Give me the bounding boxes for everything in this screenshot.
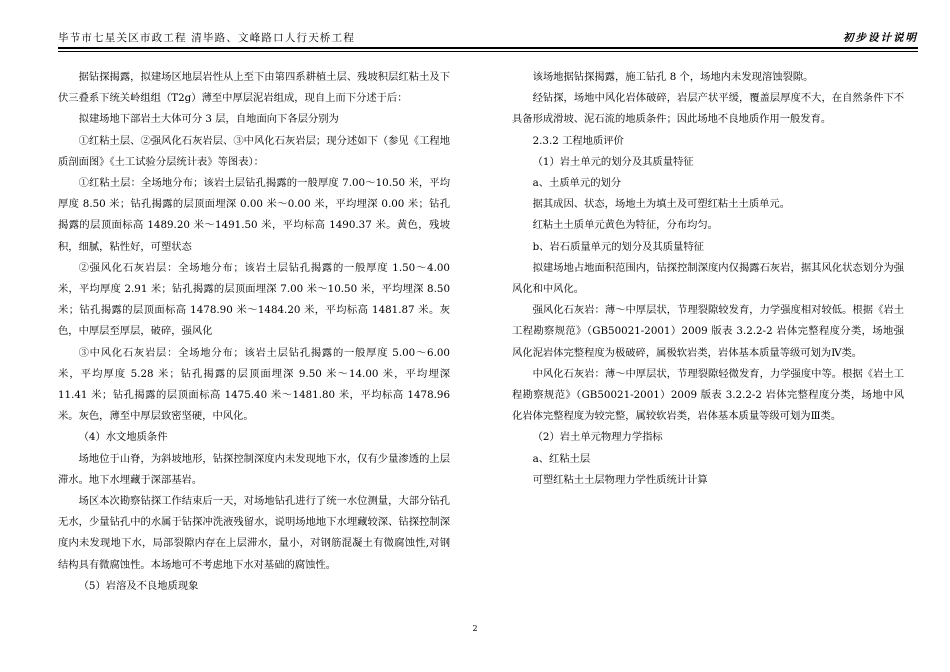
right-column (512, 67, 904, 491)
paragraph: ①红粘土层：全场地分布；该岩土层钻孔揭露的一般厚度 7.00～10.50 米，平均厚度 8.50 米；钻孔揭露的层顶面埋深 0.00 米～0.00 米，平均埋深 0.00 米；钻孔揭露的层顶面标高 1489.20 米～1491.50 米，平均标高 1490.37 米。黄色，残坡积，细腻，粘性好，可塑状态 (58, 177, 450, 253)
paragraph: 据其成因、状态，场地土为填土及可塑红粘土土质单元。 (532, 198, 791, 211)
paragraph: 拟建场地占地面积范围内，钻探控制深度内仅揭露石灰岩，据其风化状态划分为强风化和中风化。 (512, 261, 904, 296)
paragraph: ②强风化石灰岩层：全场地分布；该岩土层钻孔揭露的一般厚度 1.50～4.00 米，平均厚度 2.91 米；钻孔揭露的层顶面埋深 7.00 米～10.50 米，平均埋深 8.50 米；钻孔揭露的层顶面标高 1478.90 米～1484.20 米，平均标高 1481.87 米。灰色，中厚层至厚层，破碎，强风化 (58, 261, 450, 338)
header-doc-type: 初步设计说明 (843, 32, 918, 44)
paragraph: 红粘土土质单元黄色为特征，分布均匀。 (532, 219, 718, 232)
section-heading: b、岩石质量单元的划分及其质量特征 (532, 240, 704, 253)
section-heading: （4）水文地质条件 (78, 431, 168, 444)
page-number: 2 (472, 624, 478, 633)
paragraph: 场区本次勘察钻探工作结束后一天，对场地钻孔进行了统一水位测量，大部分钻孔无水，少量钻孔中的水属于钻探冲洗液残留水，说明场地地下水埋藏较深、钻探控制深度内未发现地下水，局部裂隙内存在上层滞水，量小，对钢筋混凝土有微腐蚀性,对钢结构具有微腐蚀性。本场地可不考虑地下水对基础的腐蚀性。 (58, 495, 450, 571)
section-heading: 2.3.2 工程地质评价 (532, 134, 624, 147)
page-header (58, 30, 918, 46)
paragraph: 该场地据钻探揭露，施工钻孔 8 个，场地内未发现溶蚀裂隙。 (532, 71, 814, 83)
header-title: 毕节市七星关区市政工程 清毕路、文峰路口人行天桥工程 (58, 32, 356, 44)
left-column (58, 67, 450, 597)
paragraph: 据钻探揭露，拟建场区地层岩性从上至下由第四系耕植土层、残坡积层红粘土及下伏三叠系下统关岭组组（T2g）薄至中厚层泥岩组成，现自上而下分述于后： (58, 71, 450, 105)
paragraph: ①红粘土层、②强风化石灰岩层、③中风化石灰岩层；现分述如下（参见《工程地质剖面图》《土工试验分层统计表》等图表）： (58, 134, 450, 168)
paragraph: 中风化石灰岩：薄～中厚层状，节理裂隙轻微发育，力学强度中等。根据《岩土工程勘察规范》（GB50021-2001）2009 版表 3.2.2-2 岩体完整程度分类，场地中风化岩体完整程度为较完整，属较软岩类，岩体基本质量等级可划为Ⅲ类。 (512, 367, 904, 423)
paragraph: 场地位于山脊，为斜坡地形，钻探控制深度内未发现地下水，仅有少量渗透的上层滞水。地下水埋藏于深部基岩。 (58, 452, 450, 486)
paragraph: 拟建场地下部岩土大体可分 3 层，自地面向下各层分别为 (78, 113, 339, 126)
section-heading: （2）岩土单元物理力学指标 (532, 431, 663, 444)
paragraph: ③中风化石灰岩层：全场地分布；该岩土层钻孔揭露的一般厚度 5.00～6.00 米，平均厚度 5.28 米；钻孔揭露的层顶面埋深 9.50 米～14.00 米，平均埋深 11.41 米；钻孔揭露的层顶面标高 1475.40 米～1481.80 米，平均标高 1478.96 米。灰色，薄至中厚层致密坚硬，中风化。 (58, 346, 450, 423)
section-heading: （1）岩土单元的划分及其质量特征 (532, 155, 694, 168)
paragraph: 经钻探，场地中风化岩体破碎，岩层产状平缓，覆盖层厚度不大，在自然条件下不具备形成滑坡、泥石流的地质条件；因此场地不良地质作用一般发育。 (512, 92, 904, 126)
header-rule-thin (58, 51, 918, 52)
section-heading: a、红粘土层 (532, 452, 591, 465)
paragraph: 强风化石灰岩：薄～中厚层状，节理裂隙较发育，力学强度相对较低。根据《岩土工程勘察规范》（GB50021-2001）2009 版表 3.2.2-2 岩体完整程度分类，场地强风化泥岩体完整程度为极破碎，属极软岩类，岩体基本质量等级可划为Ⅳ类。 (512, 304, 904, 359)
section-heading: （5）岩溶及不良地质现象 (78, 579, 199, 592)
section-heading: a、土质单元的划分 (532, 177, 622, 190)
header-rule-thick (58, 47, 918, 49)
paragraph: 可塑红粘土土层物理力学性质统计计算 (532, 473, 708, 486)
